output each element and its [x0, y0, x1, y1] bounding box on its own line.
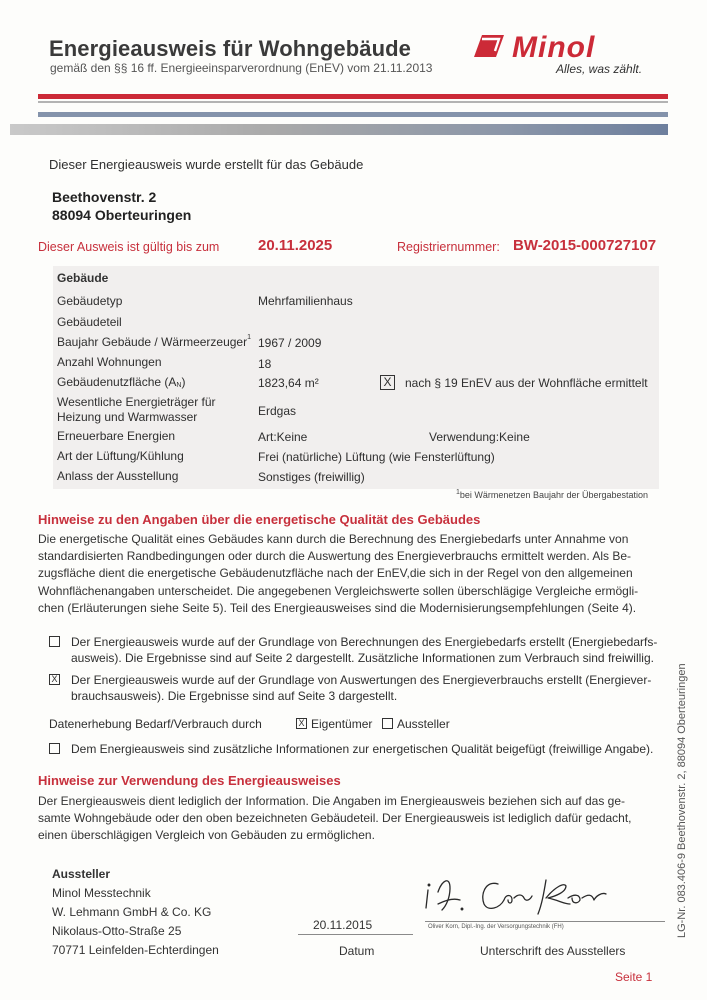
quality-notes-line: zugsfläche dient die energetische Gebäudenutzfläche nach der EnEV,die sich in der Regel von den allgemeinen: [38, 566, 633, 581]
energy-carrier-label-1: Wesentliche Energieträger für: [57, 395, 216, 409]
usage-notes-line: Der Energieausweis dient lediglich der Information. Die Angaben im Energieausweis beziehen sich auf das ge-: [38, 794, 626, 808]
area-method-note: nach § 19 EnEV aus der Wohnfläche ermittelt: [405, 376, 648, 390]
apartments-label: Anzahl Wohnungen: [57, 355, 162, 369]
ventilation-label: Art der Lüftung/Kühlung: [57, 449, 184, 463]
issue-date-value: 20.11.2015: [313, 918, 373, 932]
heat-network-footnote: $^1$bei Wärmenetzen Baujahr der Übergabestation: [456, 489, 649, 500]
renewable-usage: Verwendung:Keine: [429, 430, 530, 444]
date-caption: Datum: [339, 944, 375, 958]
issuer-line: Minol Messtechnik: [52, 886, 151, 900]
usable-area-value: 1823,64 m²: [258, 376, 319, 390]
date-line: [298, 934, 413, 935]
issuer-label: Aussteller: [397, 717, 450, 731]
consumption-certificate-option: [49, 672, 664, 704]
quality-notes-line: Wohnflächenangaben unterscheidet. Die angegebenen Vergleichswerte sollen überschlägige Vergleiche ermögli-: [38, 583, 639, 598]
consumption-certificate-checkbox[interactable]: X: [49, 674, 60, 685]
signer-name: Oliver Korn, Dipl.-Ing. der Versorgungstechnik (FH): [428, 924, 564, 930]
logo-wordmark: Minol: [512, 31, 596, 64]
validity-label: Dieser Ausweis ist gültig bis zum: [38, 240, 220, 254]
quality-notes-title: Hinweise zu den Angaben über die energetische Qualität des Gebäudes: [38, 512, 481, 527]
quality-notes-line: chen (Erläuterungen siehe Seite 5). Teil des Energieausweises sind die Modernisierungsempfehlungen (Seite 4).: [38, 600, 637, 615]
building-part-label: Gebäudeteil: [57, 315, 122, 329]
usage-notes-line: einen überschlägigen Vergleich von Gebäuden zu ermöglichen.: [38, 828, 375, 843]
intro-text: Dieser Energieausweis wurde erstellt für das Gebäude: [49, 157, 364, 172]
quality-notes-text: [38, 531, 668, 617]
issuer-heading: Aussteller: [52, 867, 111, 881]
document-title: Energieausweis für Wohngebäude: [49, 36, 411, 61]
header-stripe-gray: [38, 101, 668, 103]
building-heading: Gebäude: [57, 271, 109, 285]
consumption-certificate-line: Der Energieausweis wurde auf der Grundlage von Auswertungen des Energieverbrauchs erstellt (Energiever-: [71, 673, 652, 687]
consumption-certificate-line: brauchsausweis). Die Ergebnisse sind auf Seite 3 dargestellt.: [71, 689, 398, 703]
header-stripe-gradient: [10, 124, 668, 135]
data-collection-label: Datenerhebung Bedarf/Verbrauch durch: [49, 717, 262, 731]
header-stripe-blue: [38, 112, 668, 117]
construction-year-value: 1967 / 2009: [258, 336, 322, 350]
logo-mark-icon: [474, 35, 504, 57]
renewable-label: Erneuerbare Energien: [57, 429, 176, 443]
document-subtitle: gemäß den §§ 16 ff. Energieeinsparverordnung (EnEV) vom 21.11.2013: [50, 61, 433, 75]
issuance-reason-value: Sonstiges (freiwillig): [258, 470, 365, 484]
apartments-value: 18: [258, 357, 272, 371]
registration-number: BW-2015-000727107: [513, 237, 657, 254]
tagline: Alles, was zählt.: [556, 62, 643, 76]
building-type-label: Gebäudetyp: [57, 294, 123, 308]
issuer-line: 70771 Leinfelden-Echterdingen: [52, 943, 219, 957]
issuer-option: [382, 717, 450, 731]
additional-info-text: Dem Energieausweis sind zusätzliche Informationen zur energetischen Qualität beigefügt (freiwillige Angabe).: [71, 742, 654, 756]
usage-notes-title: Hinweise zur Verwendung des Energieausweises: [38, 773, 341, 788]
address-street: Beethovenstr. 2: [52, 189, 157, 205]
owner-label: Eigentümer: [311, 717, 373, 731]
address-city: 88094 Oberteuringen: [52, 207, 192, 223]
quality-notes-line: standardisierten Randbedingungen oder durch die Auswertung des Energieverbrauchs ermittelt werden. Als Be-: [38, 549, 632, 564]
signature-line: [425, 921, 665, 922]
quality-notes-line: Die energetische Qualität eines Gebäudes kann durch die Berechnung des Energiebedarfs unter Annahme von: [38, 532, 629, 546]
usage-notes-line: samte Wohngebäude oder den oben bezeichneten Gebäudeteil. Der Energieausweis ist lediglich dafür gedacht,: [38, 811, 632, 826]
registration-label: Registriernummer:: [397, 240, 500, 254]
issuer-line: W. Lehmann GmbH & Co. KG: [52, 905, 212, 919]
usage-notes-text: [38, 793, 668, 845]
owner-checkbox[interactable]: X: [296, 718, 307, 729]
validity-date: 20.11.2025: [258, 237, 333, 254]
signature-caption: Unterschrift des Ausstellers: [480, 944, 626, 958]
demand-certificate-line: ausweis). Die Ergebnisse sind auf Seite 2 dargestellt. Zusätzliche Informationen zum Verbrauch sind freiwillig.: [71, 651, 654, 665]
additional-info-checkbox[interactable]: [49, 743, 60, 754]
demand-certificate-option: [49, 634, 664, 666]
handwritten-signature: [420, 864, 610, 919]
ventilation-value: Frei (natürliche) Lüftung (wie Fensterlüftung): [258, 450, 495, 464]
renewable-type: Art:Keine: [258, 430, 308, 444]
additional-info-option: [49, 741, 664, 757]
construction-year-label: Baujahr Gebäude / Wärmeerzeuger$^1$: [57, 334, 252, 349]
demand-certificate-line: Der Energieausweis wurde auf der Grundlage von Berechnungen des Energiebedarfs erstellt (Energiebedarfs-: [71, 635, 658, 649]
side-reference-text: LG-Nr. 083.406-9 Beethovenstr. 2, 88094 Oberteuringen: [676, 663, 688, 938]
page-number: Seite 1: [615, 970, 653, 984]
issuer-line: Nikolaus-Otto-Straße 25: [52, 924, 182, 938]
area-method-checkbox[interactable]: X: [380, 375, 395, 390]
demand-certificate-checkbox[interactable]: [49, 636, 60, 647]
building-type-value: Mehrfamilienhaus: [258, 294, 353, 308]
owner-option: [296, 717, 372, 731]
header-stripe-red: [38, 94, 668, 99]
issuer-checkbox[interactable]: [382, 718, 393, 729]
energy-carrier-value: Erdgas: [258, 404, 297, 418]
usable-area-label: Gebäudenutzfläche (AN): [57, 375, 186, 389]
issuance-reason-label: Anlass der Ausstellung: [57, 469, 179, 483]
energy-carrier-label-2: Heizung und Warmwasser: [57, 410, 198, 424]
